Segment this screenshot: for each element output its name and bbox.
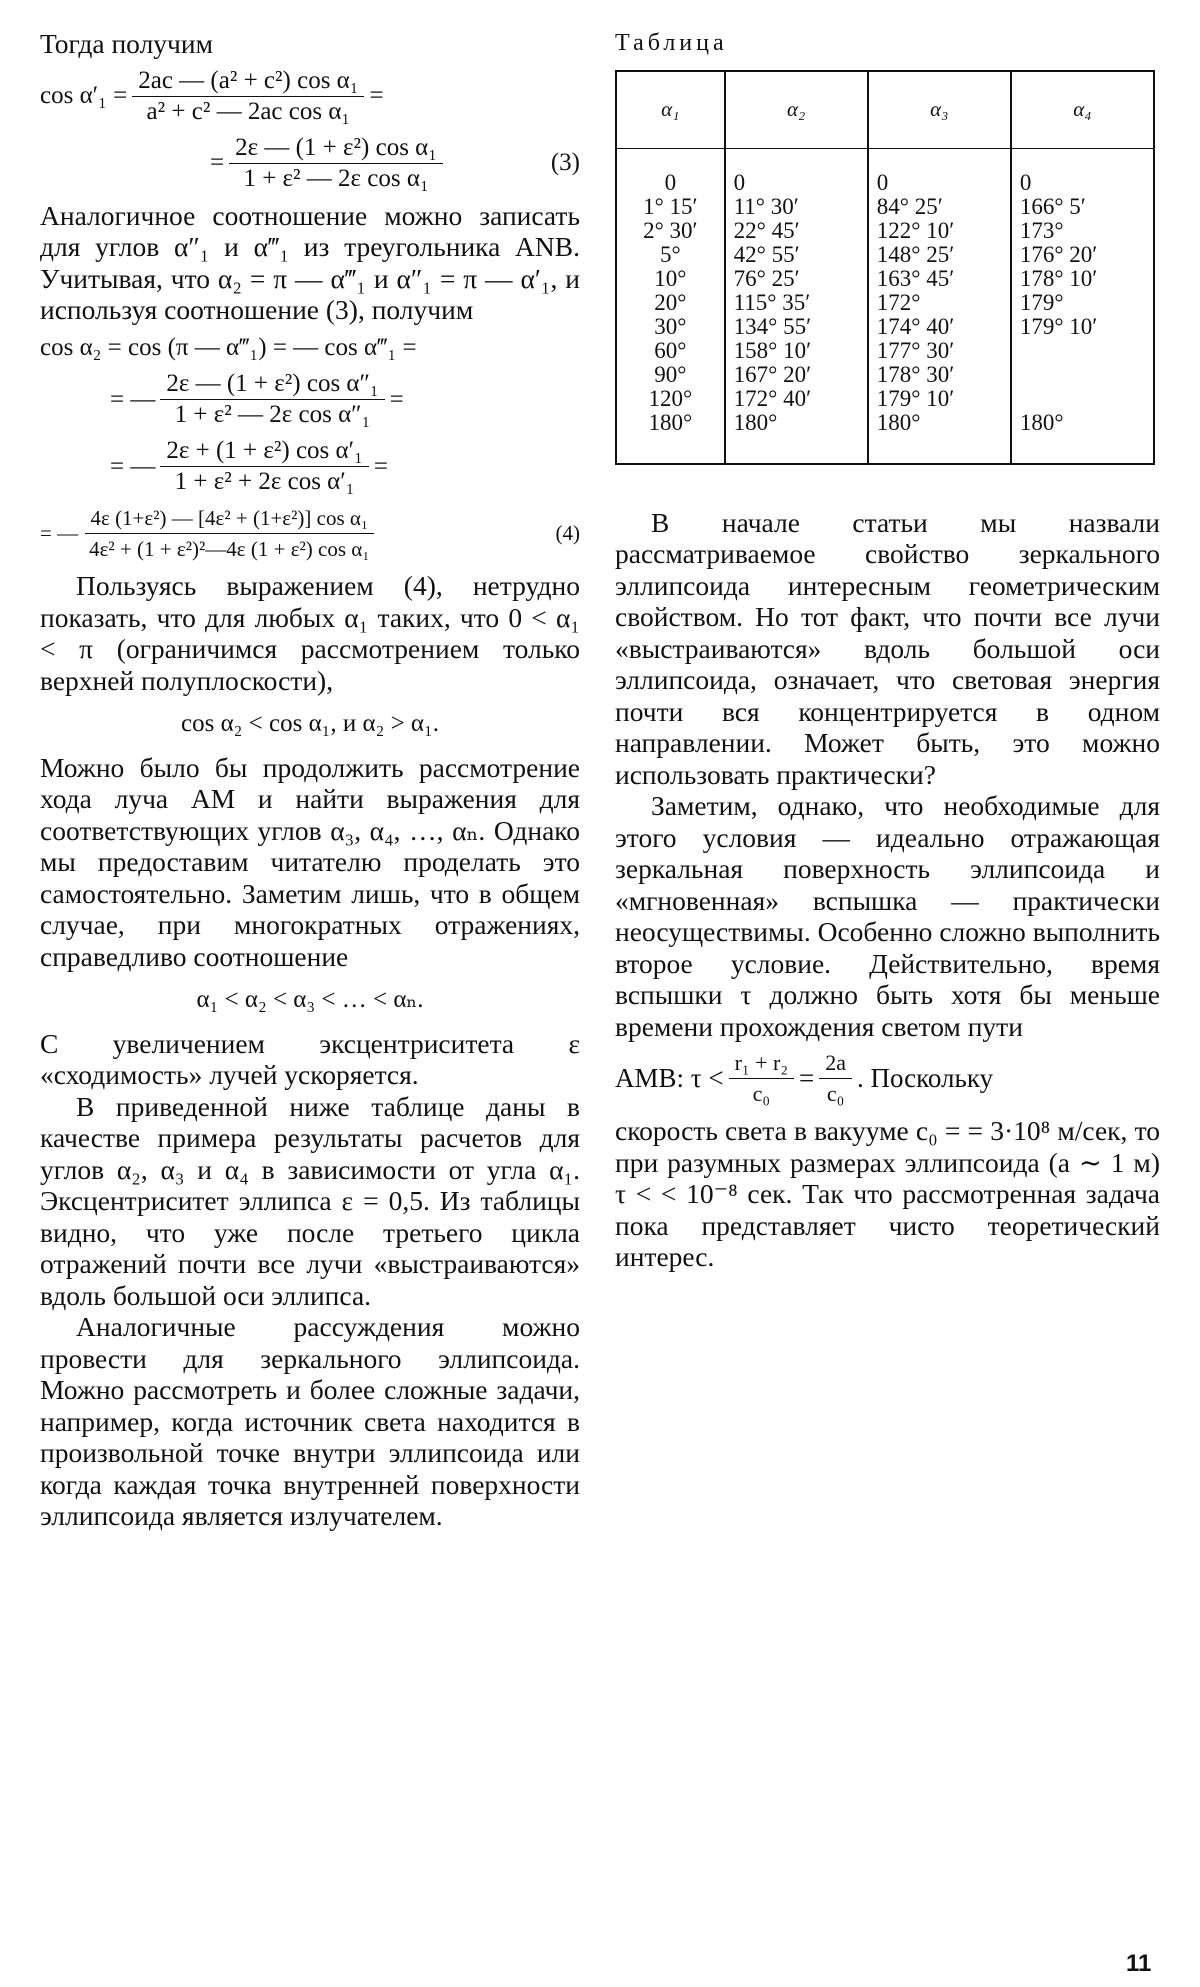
- table-cell: [1011, 339, 1154, 363]
- table-cell: 22° 45′: [725, 219, 868, 243]
- table-cell: 122° 10′: [868, 219, 1011, 243]
- eq3-fraction-2: [229, 133, 443, 194]
- table-row: [616, 195, 1154, 219]
- table-title: Таблица: [615, 30, 728, 56]
- table-cell: 173°: [1011, 219, 1154, 243]
- inequality-1: cos α₂ < cos α₁, и α₂ > α₁.: [181, 710, 439, 737]
- table-cell: 178° 30′: [868, 363, 1011, 387]
- paragraph-6: Аналогичные рассуждения можно провести для зеркального эллипсоида. Можно рассмотреть и более сложные задачи, например, когда источник света находится в произвольной точке внутри эллипсоида или когда каждая точка внутренней поверхности эллипсоида является излучателем.: [40, 1311, 580, 1531]
- right-column: [615, 28, 1160, 1273]
- eq4-num-a: 2ε — (1 + ε²) cos α″₁: [160, 369, 384, 400]
- table-cell: [1011, 387, 1154, 411]
- eq4-den-a: 1 + ε² — 2ε cos α″₁: [174, 401, 371, 428]
- paragraph-1: Аналогичное соотношение можно записать для углов α″₁ и α‴₁ из треугольника ANB. Учитывая, что α₂ = π — α‴₁ и α″₁ = π — α′₁, и используя соотношение (3), получим: [40, 199, 580, 325]
- eq4-fraction-c: [83, 503, 376, 564]
- intro-text: Тогда получим: [40, 28, 213, 59]
- table-cell: 166° 5′: [1011, 195, 1154, 219]
- eq3-equals: =: [369, 82, 384, 110]
- formula-equals: =: [799, 1062, 815, 1093]
- table-cell: 178° 10′: [1011, 267, 1154, 291]
- equation-4-line1: [40, 332, 580, 364]
- table-row: [616, 363, 1154, 387]
- table-cell: 148° 25′: [868, 243, 1011, 267]
- table-cell: 76° 25′: [725, 267, 868, 291]
- table-cell: 167° 20′: [725, 363, 868, 387]
- table-cell: 158° 10′: [725, 339, 868, 363]
- eq3-num2: 2ε — (1 + ε²) cos α₁: [229, 133, 443, 164]
- eq3-fraction-1: [132, 66, 364, 127]
- table-cell: 90°: [654, 361, 687, 387]
- eq4-line1: cos α₂ = cos (π — α‴₁) = — cos α‴₁ =: [40, 333, 417, 361]
- equation-3-line1: [40, 66, 580, 127]
- table-row: [616, 411, 1154, 464]
- formula-fraction-1: [729, 1048, 794, 1109]
- formula-lead: AMB: τ <: [615, 1062, 724, 1093]
- table-row: [616, 148, 1154, 195]
- table-cell: 172° 40′: [725, 387, 868, 411]
- table-cell: 120°: [648, 385, 693, 411]
- table-cell: 179° 10′: [868, 387, 1011, 411]
- table-cell: 42° 55′: [725, 243, 868, 267]
- table-cell: 172°: [868, 291, 1011, 315]
- table-cell: 179° 10′: [1011, 315, 1154, 339]
- paragraph-5: В приведенной ниже таблице даны в качестве примера результаты расчетов для углов α₂, α₃ и α₄ в зависимости от угла α₁. Эксцентриситет эллипса ε = 0,5. Из таблицы видно, что уже после третьего цикла отражений почти все лучи «выстраиваются» вдоль большой оси эллипса.: [40, 1090, 580, 1311]
- table-row: [616, 219, 1154, 243]
- eq4-fraction-a: [160, 369, 384, 430]
- eq3-den1: a² + c² — 2ac cos α₁: [146, 97, 351, 125]
- eq3-number: (3): [550, 149, 580, 177]
- table-cell: 174° 40′: [868, 315, 1011, 339]
- eq4-num-b: 2ε + (1 + ε²) cos α′₁: [160, 436, 368, 467]
- table-cell: 2° 30′: [643, 217, 698, 243]
- table-cell: 179°: [1011, 291, 1154, 315]
- table-cell: 115° 35′: [725, 291, 868, 315]
- table-body: [616, 148, 1154, 464]
- eq4-num-c: 4ε (1+ε²) — [4ε² + (1+ε²)] cos α₁: [85, 503, 375, 534]
- formula-den1: c₀: [752, 1081, 771, 1106]
- table-cell: 1° 15′: [643, 193, 698, 219]
- eq3-equals-2: =: [210, 149, 225, 177]
- equation-4-line2: [40, 369, 580, 430]
- left-column: [40, 28, 580, 1532]
- table-cell: 84° 25′: [868, 195, 1011, 219]
- table-cell: [1011, 363, 1154, 387]
- page-number: 11: [1126, 1950, 1152, 1977]
- table-header-row: [616, 71, 1154, 149]
- formula-fraction-2: [819, 1048, 852, 1109]
- table-cell: 30°: [654, 313, 687, 339]
- eq4-equals-b: =: [373, 452, 388, 480]
- paragraph-4: С увеличением эксцентриситета ε «сходимость» лучей ускоряется.: [40, 1027, 580, 1090]
- table-cell: 5°: [659, 241, 681, 267]
- eq4-number: (4): [555, 520, 580, 545]
- table-row: [616, 267, 1154, 291]
- eq3-num1: 2ac — (a² + c²) cos α₁: [132, 66, 364, 97]
- eq4-minus-a: = —: [110, 385, 156, 413]
- table-cell: 180°: [1011, 411, 1154, 464]
- table-cell: 176° 20′: [1011, 243, 1154, 267]
- table-cell: 180°: [725, 411, 868, 464]
- right-paragraph-1: В начале статьи мы назвали рассматриваемое свойство зеркального эллипсоида интересным геометрическим свойством. Но тот факт, что почти все лучи «выстраиваются» вдоль большой оси эллипсоида, означает, что световая энергия почти вся концентрируется в одном направлении. Может быть, это можно использовать практически?: [615, 506, 1160, 790]
- tau-formula: [615, 1048, 1160, 1109]
- inequality-2: α₁ < α₂ < α₃ < … < αₙ.: [196, 986, 424, 1013]
- table-cell: 180°: [868, 411, 1011, 464]
- formula-den2: c₀: [826, 1081, 845, 1106]
- table-cell: 60°: [654, 337, 687, 363]
- table-row: [616, 387, 1154, 411]
- eq3-den2: 1 + ε² — 2ε cos α₁: [243, 164, 429, 192]
- eq4-minus-b: = —: [110, 452, 156, 480]
- header-alpha2: α₂: [725, 71, 868, 149]
- table-cell: 0: [725, 148, 868, 195]
- formula-num1: r₁ + r₂: [729, 1048, 794, 1079]
- eq4-den-c: 4ε² + (1 + ε²)²—4ε (1 + ε²) cos α₁: [89, 537, 370, 561]
- table-row: [616, 291, 1154, 315]
- eq4-den-b: 1 + ε² + 2ε cos α′₁: [174, 468, 355, 495]
- table-cell: 0: [1011, 148, 1154, 195]
- paragraph-3: Можно было бы продолжить рассмотрение хода луча AM и найти выражения для соответствующих углов α₃, α₄, …, αₙ. Однако мы предоставим читателю проделать это самостоятельно. Заметим лишь, что в общем случае, при многократных отражениях, справедливо соотношение: [40, 751, 580, 972]
- header-alpha4: α₄: [1011, 71, 1154, 149]
- table-cell: 0: [868, 148, 1011, 195]
- table-cell: 180°: [648, 409, 693, 435]
- table-row: [616, 315, 1154, 339]
- table-cell: 20°: [654, 289, 687, 315]
- eq4-equals-a: =: [389, 385, 404, 413]
- header-alpha3: α₃: [868, 71, 1011, 149]
- header-alpha1: α₁: [616, 71, 725, 149]
- equation-4-line3: [40, 436, 580, 497]
- eq4-fraction-b: [160, 436, 368, 497]
- equation-4-line4: [40, 503, 580, 564]
- angles-table: [615, 70, 1155, 465]
- formula-tail: . Поскольку: [857, 1062, 994, 1093]
- table-cell: 134° 55′: [725, 315, 868, 339]
- equation-3-line2: [40, 133, 580, 194]
- eq3-lhs: cos α′₁ =: [40, 82, 128, 110]
- table-cell: 11° 30′: [725, 195, 868, 219]
- right-paragraph-3: скорость света в вакууме c₀ = = 3·10⁸ м/сек, то при разумных размерах эллипсоида (a ∼ 1 м) τ < < 10⁻⁸ сек. Так что рассмотренная задача пока представляет чисто теоретический интерес.: [615, 1115, 1160, 1272]
- table-row: [616, 339, 1154, 363]
- table-cell: 177° 30′: [868, 339, 1011, 363]
- table-cell: 10°: [654, 265, 687, 291]
- table-cell: 0: [664, 169, 677, 195]
- paragraph-2: Пользуясь выражением (4), нетрудно показать, что для любых α₁ таких, что 0 < α₁ < π (ограничимся рассмотрением только верхней полуплоскости),: [40, 570, 580, 696]
- table-row: [616, 243, 1154, 267]
- table-cell: 163° 45′: [868, 267, 1011, 291]
- formula-num2: 2a: [819, 1048, 852, 1079]
- eq4-minus-c: = —: [40, 520, 79, 545]
- right-paragraph-2: Заметим, однако, что необходимые для этого условия — идеально отражающая зеркальная поверхность эллипсоида и «мгновенная» вспышка — практически неосуществимы. Особенно сложно выполнить второе условие. Действительно, время вспышки τ должно быть хотя бы меньше времени прохождения светом пути: [615, 790, 1160, 1042]
